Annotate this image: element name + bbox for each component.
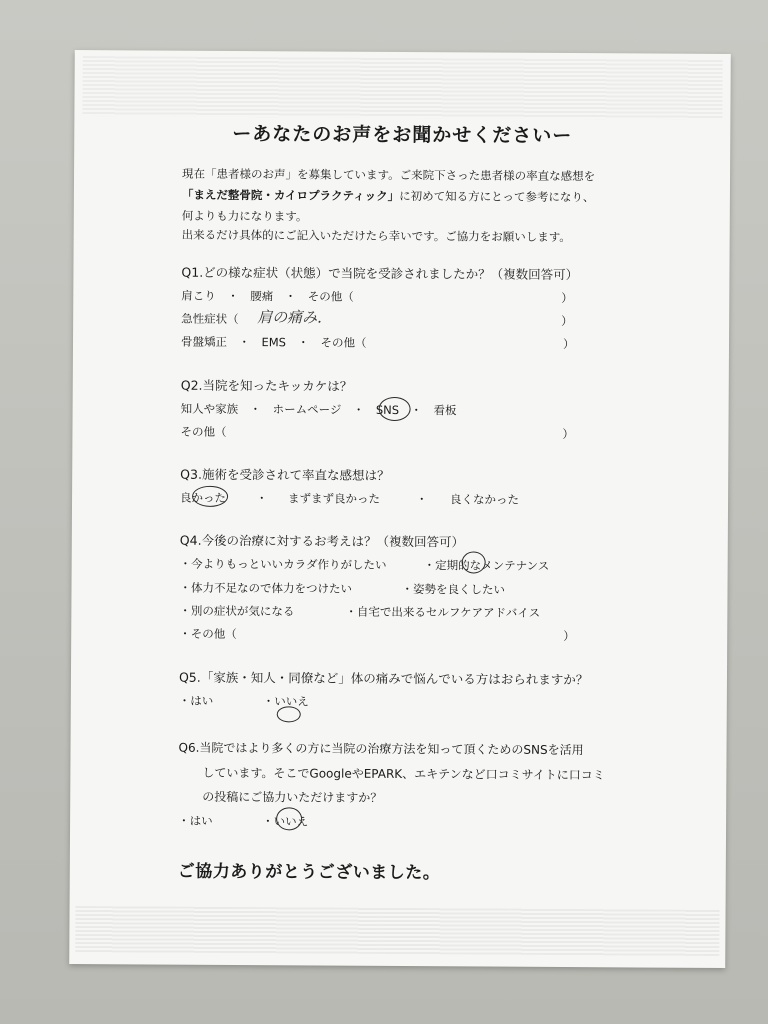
q1-row-1-close: ） <box>561 290 573 306</box>
q3-separator-1: ・ <box>256 491 268 506</box>
q3-option-fair: まずまず良かった <box>288 491 381 506</box>
q1-row-1: 肩こり ・ 腰痛 ・ その他（ <box>181 288 354 304</box>
q6-question-line-1: Q6.当院ではより多くの方に当院の治療方法を知って頂くためのSNSを活用 <box>178 740 584 758</box>
q6-question-line-3: の投稿にご協力いただけますか？ <box>202 789 383 805</box>
q6-question-line-2: しています。そこでGoogleやEPARK、エキテンなど口コミサイトに口コミ <box>202 765 605 783</box>
questionnaire-sheet <box>69 50 731 968</box>
q2-row-1: 知人や家族 ・ ホームページ ・ SNS ・ 看板 <box>180 401 457 418</box>
q2-row-2: その他（ <box>180 424 227 439</box>
q4-option-a: ・今よりもっといいカラダ作りがしたい <box>179 556 387 572</box>
q1-row-2: 急性症状（ <box>181 311 239 327</box>
intro-line-2-rest: に初めて知る方にとって参考になり、 <box>399 188 595 205</box>
q6-option-yes: ・はい <box>178 813 213 828</box>
q4-maintenance-circle-mark <box>462 551 486 573</box>
q1-row-2-close: ） <box>561 313 573 329</box>
q3-separator-2: ・ <box>416 492 428 507</box>
closing-message: ご協力ありがとうございました。 <box>177 861 441 884</box>
intro-line-4: 出来るだけ具体的にご記入いただけたら幸いです。ご協力をお願いします。 <box>181 227 571 245</box>
q1-handwritten-answer: 肩の痛み. <box>257 308 323 327</box>
scan-band-bottom <box>75 906 719 956</box>
q4-question: Q4.今後の治療に対するお考えは？（複数回答可） <box>179 532 465 550</box>
q1-row-3: 骨盤矯正 ・ EMS ・ その他（ <box>180 334 367 350</box>
q5-option-no: ・いいえ <box>262 694 309 709</box>
q2-row-2-close: ） <box>562 426 575 442</box>
scan-band-top <box>82 56 722 120</box>
q4-option-g-close: ） <box>563 628 575 644</box>
intro-line-3: 何よりも力になります。 <box>181 208 308 224</box>
q3-option-good: 良かった <box>180 490 227 505</box>
q4-option-f: ・自宅で出来るセルフケアアドバイス <box>345 604 541 620</box>
q6-option-no: ・いいえ <box>262 814 309 829</box>
clinic-name: 「まえだ整骨院・カイロプラクティック」 <box>181 187 400 203</box>
q4-option-d: ・姿勢を良くしたい <box>401 582 506 597</box>
intro-line-2 <box>182 188 595 205</box>
q5-no-circle-mark <box>277 706 301 722</box>
q3-option-bad: 良くなかった <box>450 492 520 507</box>
q4-option-b: ・定期的なメンテナンス <box>423 558 550 573</box>
q5-option-yes: ・はい <box>178 693 214 708</box>
intro-line-1: 現在「患者様のお声」を募集しています。ご来院下さった患者様の率直な感想を <box>182 166 596 184</box>
q4-option-g: ・その他（ <box>179 626 237 642</box>
q6-no-circle-mark <box>276 807 302 830</box>
q4-option-e: ・別の症状が気になる <box>179 603 295 619</box>
q4-option-c: ・体力不足なので体力をつけたい <box>179 580 353 596</box>
q3-question: Q3.施術を受診されて率直な感想は？ <box>180 466 390 483</box>
q1-row-3-close: ） <box>562 336 575 352</box>
q2-question: Q2.当院を知ったキッカケは？ <box>180 377 353 394</box>
q2-sns-circle-mark <box>379 397 411 421</box>
q3-good-circle-mark <box>192 486 228 507</box>
form-title: ーあなたのお声をお聞かせくださいー <box>232 122 573 148</box>
q1-question: Q1.どの様な症状（状態）で当院を受診されましたか？（複数回答可） <box>181 264 579 283</box>
q5-question: Q5.「家族・知人・同僚など」体の痛みで悩んでいる方はおられますか？ <box>178 669 589 688</box>
